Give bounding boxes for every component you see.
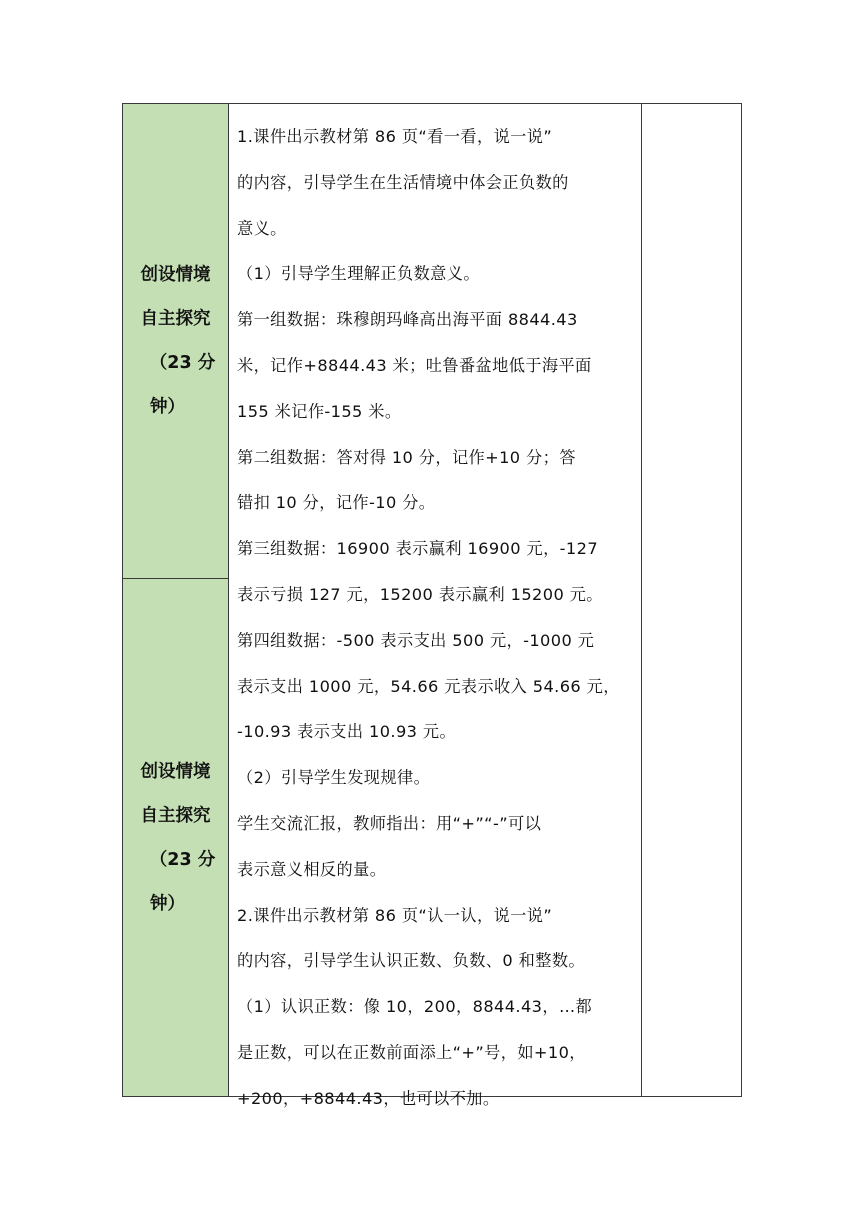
content-line: 的内容，引导学生在生活情境中体会正负数的 bbox=[237, 172, 569, 192]
content-line: 第二组数据：答对得 10 分，记作+10 分；答 bbox=[237, 447, 576, 467]
content-line: 的内容，引导学生认识正数、负数、0 和整数。 bbox=[237, 951, 585, 971]
content-line: 155 米记作-155 米。 bbox=[237, 401, 402, 421]
stage-column bbox=[123, 104, 229, 1096]
stage-duration: （23 分 bbox=[149, 353, 216, 373]
content-line: 第三组数据：16900 表示赢利 16900 元，-127 bbox=[237, 539, 599, 559]
content-line: 表示支出 1000 元，54.66 元表示收入 54.66 元， bbox=[237, 676, 620, 696]
content-line: 是正数，可以在正数前面添上“+”号，如+10， bbox=[237, 1042, 586, 1062]
notes-column bbox=[642, 104, 741, 1096]
content-line: （2）引导学生发现规律。 bbox=[237, 768, 431, 788]
stage-cell bbox=[123, 104, 228, 579]
content-line: （1）引导学生理解正负数意义。 bbox=[237, 264, 480, 284]
content-line: 2.课件出示教材第 86 页“认一认，说一说” bbox=[237, 905, 553, 925]
content-line: 表示意义相反的量。 bbox=[237, 859, 387, 879]
content-line: 米，记作+8844.43 米；吐鲁番盆地低于海平面 bbox=[237, 355, 592, 375]
teaching-content bbox=[229, 104, 642, 1108]
stage-cell bbox=[123, 579, 228, 1096]
content-line: 第四组数据：-500 表示支出 500 元，-1000 元 bbox=[237, 630, 595, 650]
lesson-plan-table bbox=[122, 103, 742, 1108]
stage-title: 创设情境 bbox=[140, 761, 211, 782]
content-line: 错扣 10 分，记作-10 分。 bbox=[237, 493, 436, 513]
content-line: 学生交流汇报，教师指出：用“+”“-”可以 bbox=[237, 813, 542, 833]
stage-subtitle: 自主探究 bbox=[140, 805, 211, 826]
content-line: （1）认识正数：像 10，200，8844.43，…都 bbox=[237, 997, 593, 1017]
content-line: 1.课件出示教材第 86 页“看一看，说一说” bbox=[237, 127, 553, 146]
content-line: 表示亏损 127 元，15200 表示赢利 15200 元。 bbox=[237, 584, 603, 604]
content-line: 第一组数据：珠穆朗玛峰高出海平面 8844.43 bbox=[237, 310, 578, 330]
stage-duration-unit: 钟） bbox=[150, 893, 185, 914]
content-line: -10.93 表示支出 10.93 元。 bbox=[237, 722, 457, 742]
stage-subtitle: 自主探究 bbox=[140, 309, 211, 329]
stage-title: 创设情境 bbox=[140, 265, 211, 285]
content-line: 意义。 bbox=[237, 218, 287, 238]
stage-duration: （23 分 bbox=[149, 849, 216, 870]
stage-duration-unit: 钟） bbox=[150, 397, 185, 417]
content-line: +200，+8844.43，也可以不加。 bbox=[237, 1088, 500, 1108]
